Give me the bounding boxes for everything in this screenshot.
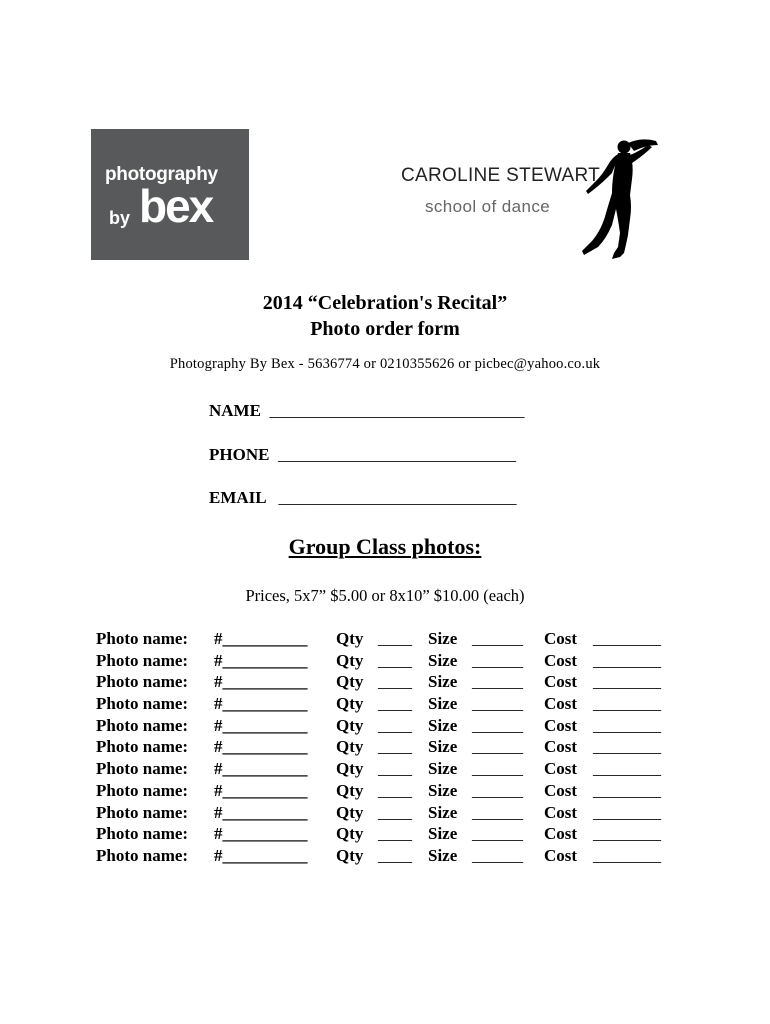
- size-label: Size: [428, 715, 458, 735]
- cost-blank[interactable]: ________: [593, 650, 661, 670]
- order-row: [96, 759, 696, 781]
- name-label: NAME: [209, 401, 261, 420]
- size-blank[interactable]: ______: [472, 845, 523, 865]
- photo-number-blank[interactable]: #__________: [214, 672, 308, 692]
- cost-label: Cost: [544, 672, 578, 692]
- contact-line: Photography By Bex - 5636774 or 0210355626 or picbec@yahoo.co.uk: [169, 356, 601, 372]
- size-blank[interactable]: ______: [472, 759, 523, 779]
- school-tagline: school of dance: [425, 197, 551, 216]
- order-row: [96, 694, 696, 716]
- photo-number-blank[interactable]: #__________: [214, 715, 308, 735]
- size-label: Size: [428, 694, 458, 714]
- photo-number-blank[interactable]: #__________: [214, 694, 308, 714]
- order-row: [96, 824, 696, 846]
- qty-blank[interactable]: ____: [378, 802, 412, 822]
- size-blank[interactable]: ______: [472, 737, 523, 757]
- photo-name-label: Photo name:: [96, 629, 189, 648]
- email-blank[interactable]: ____________________________: [278, 488, 517, 507]
- cost-label: Cost: [544, 845, 578, 865]
- qty-label: Qty: [336, 845, 364, 865]
- photo-name-label: Photo name:: [96, 694, 189, 714]
- cost-blank[interactable]: ________: [593, 629, 661, 648]
- cost-label: Cost: [544, 824, 578, 844]
- qty-label: Qty: [336, 780, 364, 800]
- phone-label: PHONE: [209, 445, 270, 464]
- size-label: Size: [428, 629, 458, 648]
- size-label: Size: [428, 672, 458, 692]
- cost-blank[interactable]: ________: [593, 759, 661, 779]
- qty-blank[interactable]: ____: [378, 780, 412, 800]
- qty-blank[interactable]: ____: [378, 824, 412, 844]
- qty-blank[interactable]: ____: [378, 737, 412, 757]
- qty-blank[interactable]: ____: [378, 629, 412, 648]
- qty-blank[interactable]: ____: [378, 759, 412, 779]
- name-blank[interactable]: ______________________________: [269, 401, 525, 420]
- photo-name-label: Photo name:: [96, 824, 189, 844]
- photo-number-blank[interactable]: #__________: [214, 780, 308, 800]
- cost-label: Cost: [544, 780, 578, 800]
- photo-name-label: Photo name:: [96, 780, 189, 800]
- cost-label: Cost: [544, 650, 578, 670]
- size-blank[interactable]: ______: [472, 629, 523, 648]
- photo-number-blank[interactable]: #__________: [214, 802, 308, 822]
- qty-label: Qty: [336, 802, 364, 822]
- cost-label: Cost: [544, 737, 578, 757]
- cost-blank[interactable]: ________: [593, 780, 661, 800]
- photo-name-label: Photo name:: [96, 802, 189, 822]
- cost-blank[interactable]: ________: [593, 715, 661, 735]
- cost-blank[interactable]: ________: [593, 672, 661, 692]
- size-blank[interactable]: ______: [472, 780, 523, 800]
- photography-by-bex-logo: [91, 129, 249, 260]
- size-blank[interactable]: ______: [472, 715, 523, 735]
- photo-name-label: Photo name:: [96, 845, 189, 865]
- order-row: [96, 846, 696, 868]
- photo-name-label: Photo name:: [96, 650, 189, 670]
- phone-field[interactable]: [209, 445, 516, 465]
- photo-number-blank[interactable]: #__________: [214, 629, 308, 648]
- phone-blank[interactable]: ____________________________: [277, 445, 516, 464]
- name-field[interactable]: [209, 401, 524, 421]
- cost-label: Cost: [544, 802, 578, 822]
- photo-number-blank[interactable]: #__________: [214, 845, 308, 865]
- cost-blank[interactable]: ________: [593, 824, 661, 844]
- order-row: [96, 716, 696, 738]
- cost-blank[interactable]: ________: [593, 802, 661, 822]
- qty-blank[interactable]: ____: [378, 845, 412, 865]
- cost-label: Cost: [544, 629, 578, 648]
- cost-blank[interactable]: ________: [593, 694, 661, 714]
- photo-number-blank[interactable]: #__________: [214, 650, 308, 670]
- order-row: [96, 672, 696, 694]
- size-label: Size: [428, 845, 458, 865]
- document-subtitle: Photo order form: [310, 318, 460, 340]
- order-row: [96, 651, 696, 673]
- qty-blank[interactable]: ____: [378, 672, 412, 692]
- photo-name-label: Photo name:: [96, 672, 189, 692]
- cost-blank[interactable]: ________: [593, 845, 661, 865]
- email-field[interactable]: [209, 488, 516, 508]
- size-label: Size: [428, 737, 458, 757]
- qty-label: Qty: [336, 737, 364, 757]
- cost-label: Cost: [544, 715, 578, 735]
- order-row: [96, 629, 696, 651]
- photo-number-blank[interactable]: #__________: [214, 824, 308, 844]
- dancer-silhouette-icon: [572, 135, 662, 263]
- cost-label: Cost: [544, 694, 578, 714]
- prices-line: Prices, 5x7” $5.00 or 8x10” $10.00 (each): [245, 586, 525, 605]
- cost-blank[interactable]: ________: [593, 737, 661, 757]
- section-title: Group Class photos:: [288, 534, 482, 559]
- qty-label: Qty: [336, 629, 364, 648]
- size-label: Size: [428, 780, 458, 800]
- qty-blank[interactable]: ____: [378, 694, 412, 714]
- qty-blank[interactable]: ____: [378, 650, 412, 670]
- qty-label: Qty: [336, 694, 364, 714]
- school-name: CAROLINE STEWART: [401, 165, 601, 186]
- qty-label: Qty: [336, 715, 364, 735]
- size-blank[interactable]: ______: [472, 802, 523, 822]
- size-label: Size: [428, 650, 458, 670]
- qty-label: Qty: [336, 672, 364, 692]
- size-label: Size: [428, 802, 458, 822]
- order-row: [96, 781, 696, 803]
- cost-label: Cost: [544, 759, 578, 779]
- logo-text-photography: photography: [105, 164, 218, 185]
- size-blank[interactable]: ______: [472, 650, 523, 670]
- size-label: Size: [428, 759, 458, 779]
- order-rows: [96, 629, 696, 868]
- photo-number-blank[interactable]: #__________: [214, 737, 308, 757]
- order-row: [96, 737, 696, 759]
- logo-text-bex: bex: [139, 180, 213, 232]
- qty-label: Qty: [336, 650, 364, 670]
- qty-blank[interactable]: ____: [378, 715, 412, 735]
- order-row: [96, 803, 696, 825]
- size-label: Size: [428, 824, 458, 844]
- size-blank[interactable]: ______: [472, 672, 523, 692]
- photo-number-blank[interactable]: #__________: [214, 759, 308, 779]
- photo-name-label: Photo name:: [96, 759, 189, 779]
- document-title: 2014 “Celebration's Recital”: [262, 292, 508, 314]
- qty-label: Qty: [336, 759, 364, 779]
- caroline-stewart-logo: [400, 135, 665, 265]
- email-label: EMAIL: [209, 488, 266, 507]
- photo-name-label: Photo name:: [96, 715, 189, 735]
- size-blank[interactable]: ______: [472, 824, 523, 844]
- logo-text-by: by: [109, 208, 131, 228]
- qty-label: Qty: [336, 824, 364, 844]
- size-blank[interactable]: ______: [472, 694, 523, 714]
- photo-name-label: Photo name:: [96, 737, 189, 757]
